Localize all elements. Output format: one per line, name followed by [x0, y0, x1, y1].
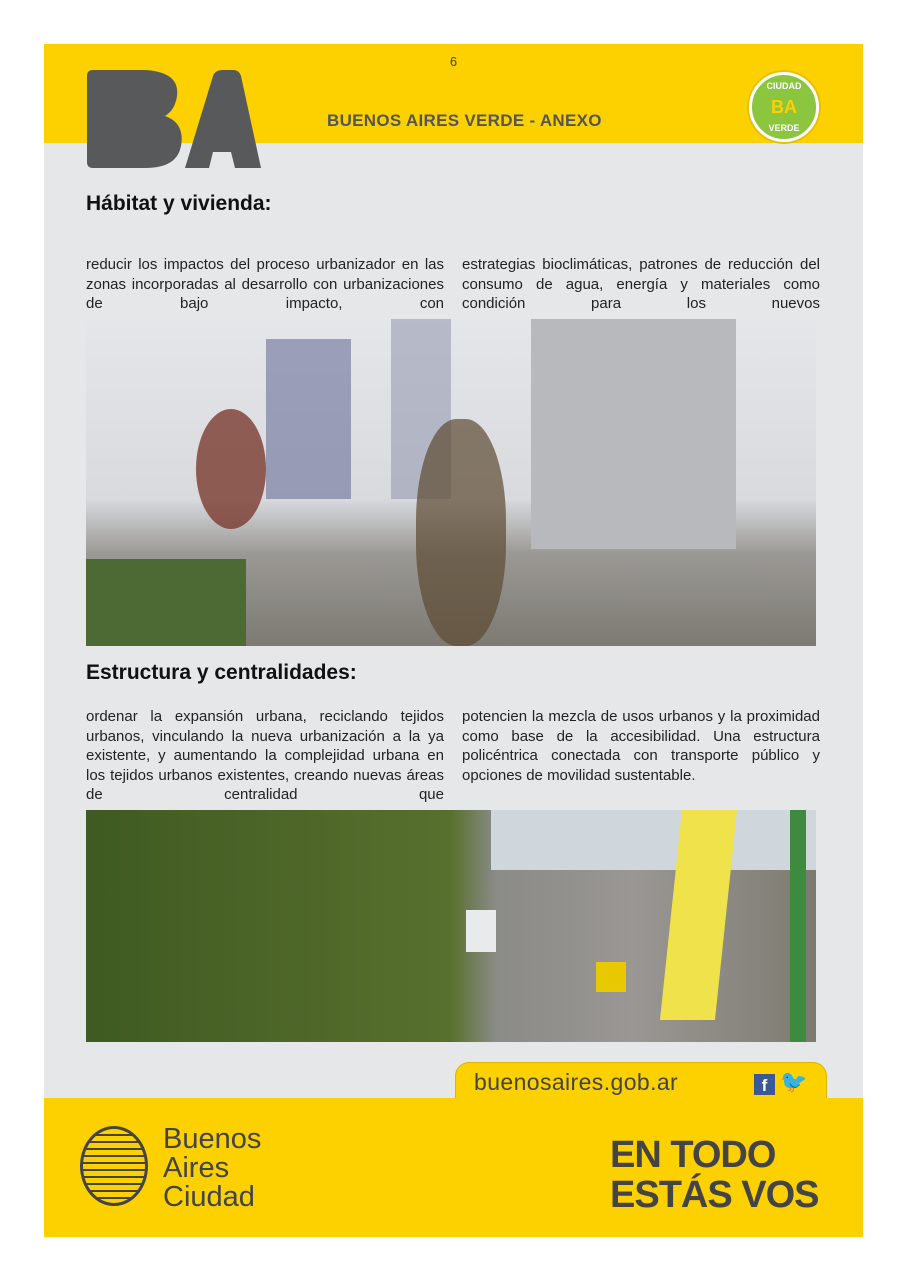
- logo-line: Ciudad: [163, 1181, 255, 1213]
- badge-top-text: CIUDAD: [766, 81, 802, 91]
- paragraph-right: potencien la mezcla de usos urbanos y la proximidad como base de la accesibilidad. Una estructura policéntrica conectada con transporte público y opciones de movilidad sustentable.: [462, 708, 820, 784]
- header: [44, 44, 863, 143]
- paragraph-left: reducir los impactos del proceso urbanizador en las zonas incorporadas al desarrollo con urbanizaciones de bajo impacto, con: [86, 256, 444, 313]
- avenue-photo: [86, 810, 816, 1042]
- slogan-line: EN TODO: [610, 1134, 776, 1176]
- window: [266, 339, 351, 499]
- facebook-icon[interactable]: f: [754, 1074, 775, 1095]
- logo-line: Buenos: [163, 1123, 262, 1155]
- section-heading: Hábitat y vivienda:: [86, 192, 272, 215]
- paragraph-right: estrategias bioclimáticas, patrones de reducción del consumo de agua, energía y materiales como condición para los nuevos: [462, 256, 820, 313]
- section-heading: Estructura y centralidades:: [86, 661, 357, 684]
- ba-logo: [85, 68, 261, 172]
- shrub: [416, 419, 506, 646]
- paragraph-left: ordenar la expansión urbana, reciclando tejidos urbanos, vinculando la nueva urbanización a la ya existente, y aumentando la complejidad urbana en los tejidos urbanos existentes, creando nuevas áreas de centralidad que: [86, 708, 444, 804]
- city-seal-icon: [80, 1126, 148, 1206]
- slogan-line: ESTÁS VOS: [610, 1174, 819, 1216]
- sky: [491, 810, 816, 870]
- logo-line: Aires: [163, 1152, 230, 1184]
- website-link[interactable]: buenosaires.gob.ar: [474, 1069, 679, 1095]
- doorway: [531, 319, 736, 549]
- twitter-icon[interactable]: 🐦: [780, 1069, 808, 1094]
- badge-bottom-text: VERDE: [768, 123, 800, 133]
- van: [596, 962, 626, 992]
- badge-center-text: BA: [771, 97, 797, 117]
- document-page: [44, 44, 863, 1237]
- ciudad-verde-badge: [749, 72, 819, 142]
- shrub: [196, 409, 266, 529]
- footer: [44, 1098, 863, 1237]
- lawn: [86, 559, 246, 646]
- lamp-post: [790, 810, 806, 1042]
- document-title: BUENOS AIRES VERDE - ANEXO: [327, 111, 602, 130]
- truck: [466, 910, 496, 952]
- housing-photo: [86, 319, 816, 646]
- page-number: 6: [449, 54, 458, 69]
